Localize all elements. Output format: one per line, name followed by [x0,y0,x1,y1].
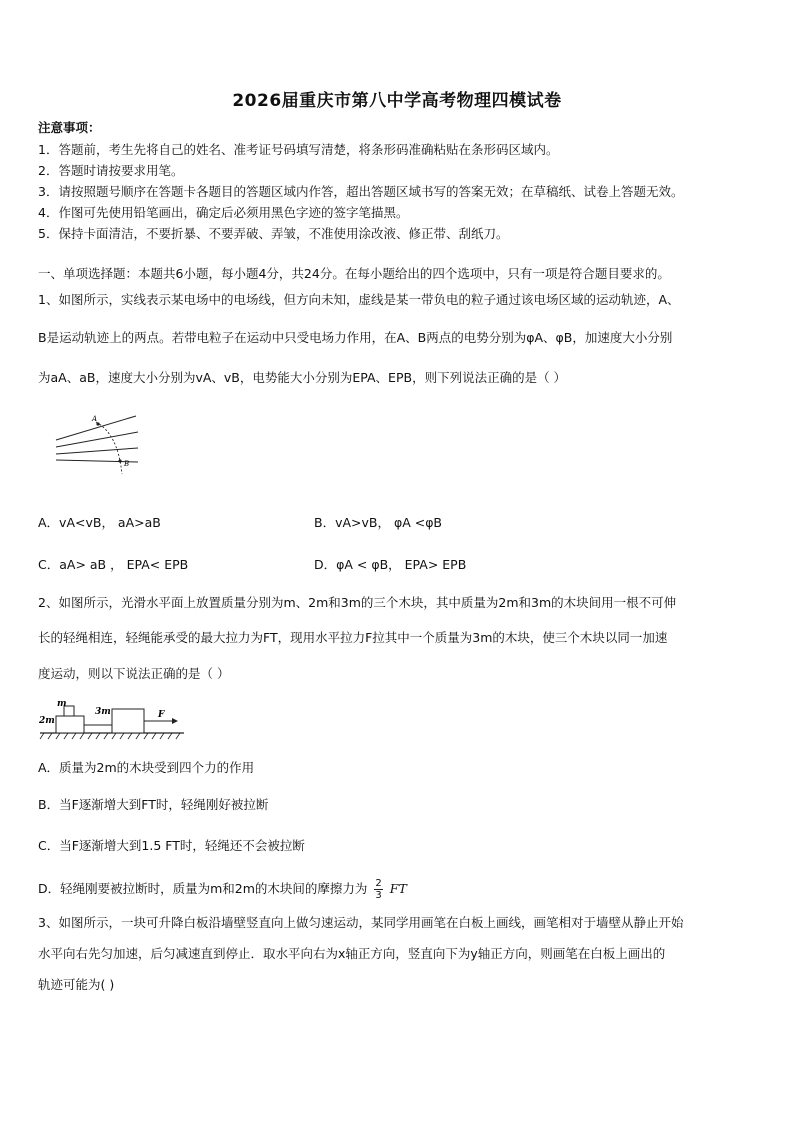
q1-option-b[interactable]: B．vA>vB， φA <φB [314,515,443,530]
label-a: A [92,415,98,423]
section-heading: 一、单项选择题：本题共6小题，每小题4分，共24分。在每小题给出的四个选项中，只有一项是符合题目要求的。 [38,266,670,281]
notice-item-4: 4．作图可先使用铅笔画出，确定后必须用黑色字迹的签字笔描黑。 [38,205,409,220]
q2-text-line-3: 度运动，则以下说法正确的是（ ） [38,666,230,681]
label-f: F [158,710,165,720]
label-3m: 3m [95,707,111,717]
q2-option-d[interactable] [38,878,407,901]
block-3m [112,709,144,733]
q2-text-line-1: 2、如图所示，光滑水平面上放置质量分别为m、2m和3m的三个木块，其中质量为2m和3m的木块间用一根不可伸 [38,595,677,610]
trajectory-path [96,422,122,474]
q2-option-c[interactable]: C．当F逐渐增大到1.5 FT时，轻绳还不会被拉断 [38,838,305,853]
q2-option-d-tail: FT [389,881,407,896]
label-m: m [57,699,67,709]
fraction-denominator: 3 [375,890,382,901]
field-line [56,448,138,454]
ground-hatch [40,733,180,739]
block-2m [56,716,84,733]
notice-item-5: 5．保持卡面清洁，不要折暴、不要弄破、弄皱，不准使用涂改液、修正带、刮纸刀。 [38,226,509,241]
q2-text-line-2: 长的轻绳相连，轻绳能承受的最大拉力为FT，现用水平拉力F拉其中一个质量为3m的木块，使三个木块以同一加速 [38,630,668,645]
q2-option-d-text: D．轻绳刚要被拉断时，质量为m和2m的木块间的摩擦力为 [38,881,368,896]
label-2m: 2m [39,716,55,726]
fraction [374,878,382,901]
q1-option-c[interactable]: C．aA> aB ， EPA< EPB [38,557,189,572]
field-line [56,432,138,447]
notice-item-1: 1．答题前，考生先将自己的姓名、准考证号码填写清楚，将条形码准确粘贴在条形码区域内。 [38,142,559,157]
q2-option-b[interactable]: B．当F逐渐增大到FT时，轻绳刚好被拉断 [38,797,269,812]
page-title: 2026届重庆市第八中学高考物理四模试卷 [232,91,562,111]
fraction-numerator: 2 [375,878,382,889]
q1-field-figure [52,414,142,478]
notice-heading: 注意事项： [38,120,101,135]
q1-text-line-3: 为aA、aB，速度大小分别为vA、vB，电势能大小分别为EPA、EPB，则下列说法正确的是（ ） [38,370,567,385]
arrow-head [172,718,178,724]
q3-text-line-2: 水平向右先匀加速，后匀减速直到停止．取水平向右为x轴正方向，竖直向下为y轴正方向，则画笔在白板上画出的 [38,946,666,961]
label-b: B [124,460,130,468]
point-b [118,459,121,462]
q2-blocks-figure [38,697,186,743]
q1-text-line-1: 1、如图所示，实线表示某电场中的电场线，但方向未知，虚线是某一带负电的粒子通过该电场区域的运动轨迹，A、 [38,292,680,307]
q1-option-a[interactable]: A．vA<vB， aA>aB [38,515,161,530]
q1-text-line-2: B是运动轨迹上的两点。若带电粒子在运动中只受电场力作用，在A、B两点的电势分别为φA、φB，加速度大小分别 [38,330,673,345]
notice-item-3: 3．请按照题号顺序在答题卡各题目的答题区域内作答，超出答题区域书写的答案无效；在草稿纸、试卷上答题无效。 [38,184,684,199]
q3-text-line-3: 轨迹可能为( ) [38,977,115,992]
q1-option-d[interactable]: D．φA < φB， EPA> EPB [314,557,467,572]
notice-item-2: 2．答题时请按要求用笔。 [38,163,184,178]
q2-option-a[interactable]: A．质量为2m的木块受到四个力的作用 [38,760,255,775]
q3-text-line-1: 3、如图所示，一块可升降白板沿墙壁竖直向上做匀速运动，某同学用画笔在白板上画线，画笔相对于墙壁从静止开始 [38,915,684,930]
